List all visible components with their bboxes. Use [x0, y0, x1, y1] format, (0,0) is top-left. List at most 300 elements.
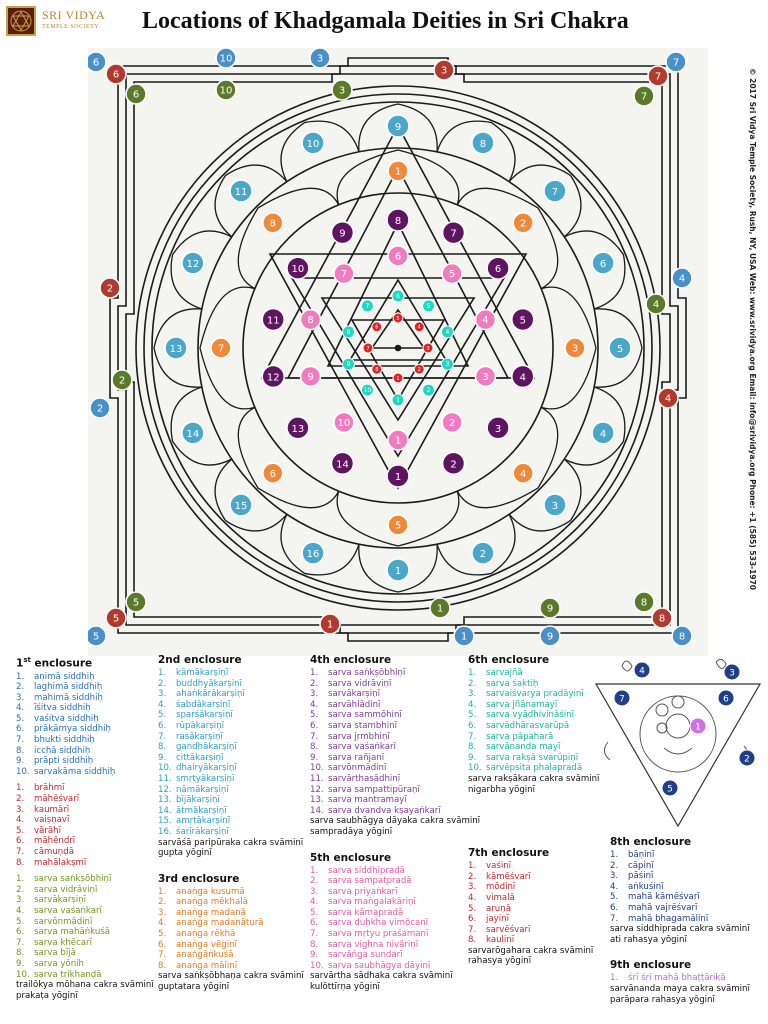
enclosure-1-cakra: trailōkya mōhana cakra svāminī — [16, 980, 154, 991]
inner-8-triangle-badge-label: 1 — [396, 375, 400, 382]
enclosure-1-red-list — [16, 783, 156, 868]
enclosure-1-siddhi-item: 5. vaśitva siddhiḥ — [16, 713, 99, 724]
inner-10-triangle-badge — [392, 394, 404, 406]
bhupura-red-badge — [658, 388, 678, 408]
sixteen-petal-badge-label: 6 — [599, 259, 607, 271]
sixteen-petal-badge — [387, 115, 409, 137]
sixteen-petal-badge — [182, 252, 204, 274]
enclosure-2-item: 6. rūpākarṣiṇī — [158, 720, 225, 731]
outer-10-triangle-badge-label: 10 — [337, 418, 351, 430]
inner-10-triangle-badge-label: 7 — [365, 303, 370, 311]
sixteen-petal-badge-label: 11 — [234, 186, 248, 198]
enclosure-2-item: 11. smṛtyākarṣiṇī — [158, 773, 235, 784]
sixteen-petal-badge-label: 4 — [599, 428, 607, 440]
bhupura-green-badge-label: 6 — [132, 89, 140, 101]
outer-14-triangle-badge — [387, 209, 409, 231]
outer-10-triangle-badge — [301, 366, 321, 386]
bindu-dot — [396, 346, 401, 351]
enclosure-1-mudra-item: 3. sarvākarṣiṇī — [16, 895, 86, 906]
inner-10-triangle-badge — [441, 358, 453, 370]
enclosure-1-mudra-item: 10. sarva trikhaṇḍā — [16, 969, 102, 980]
bhupura-blue-badge — [672, 268, 692, 288]
outer-14-triangle-badge — [331, 452, 353, 474]
enclosure-1-matrika-item: 2. māhēśvarī — [16, 794, 80, 805]
devi-triangle-badge — [634, 662, 650, 678]
enclosure-2-3-column — [158, 654, 308, 993]
enclosure-3-item: 2. anaṅga mēkhalā — [158, 897, 248, 908]
enclosure-1-matrika-item: 1. brāhmī — [16, 783, 65, 794]
enclosure-2-item: 3. ahaṅkārākarṣiṇī — [158, 689, 245, 700]
sri-yantra-emblem-icon — [8, 8, 34, 34]
enclosure-2-item: 16. śarīrākarṣiṇī — [158, 826, 229, 837]
outer-14-triangle-badge — [262, 309, 284, 331]
outer-14-triangle-badge — [512, 309, 534, 331]
sixteen-petal-badge-label: 2 — [479, 549, 487, 561]
enclosure-1-siddhi-item: 9. prāpti siddhiḥ — [16, 756, 94, 767]
header — [0, 0, 768, 46]
inner-10-triangle-badge — [343, 358, 355, 370]
bhupura-green-badge-label: 5 — [132, 597, 140, 609]
enclosure-4-item: 11. sarvārthasādhinī — [310, 773, 401, 784]
enclosure-6-item: 3. sarvaiśvarya pradāyinī — [468, 689, 584, 700]
enclosure-3-item: 4. anaṅga madanāturā — [158, 918, 264, 929]
outer-14-triangle-badge-label: 8 — [394, 215, 402, 227]
bhupura-green-badge — [540, 598, 560, 618]
inner-8-triangle-badge-label: 4 — [417, 324, 421, 331]
sixteen-petal-badge — [230, 180, 252, 202]
enclosure-5-item: 2. sarva sampatpradā — [310, 876, 412, 887]
bhupura-blue-badge-label: 1 — [460, 631, 468, 643]
bhupura-blue-badge-label: 7 — [672, 57, 680, 69]
sixteen-petal-badge — [165, 337, 187, 359]
enclosure-7-item: 8. kaulinī — [468, 935, 515, 946]
devi-triangle-badge — [718, 690, 734, 706]
eight-petal-badge — [513, 213, 533, 233]
inner-10-triangle-badge-label: 1 — [396, 397, 400, 405]
enclosure-1-siddhi-item: 4. īśitva siddhiḥ — [16, 703, 91, 714]
enclosure-6-7-column — [468, 654, 608, 967]
enclosure-1-mudra-item: 1. sarva saṅkṣōbhiṇī — [16, 874, 112, 885]
enclosure-8-item: 3. pāśinī — [610, 871, 654, 882]
eight-petal-badge-label: 7 — [217, 343, 225, 355]
bhupura-red-badge — [648, 66, 668, 86]
enclosure-5-item: 1. sarva siddhipradā — [310, 865, 405, 876]
eight-petal-badge — [513, 463, 533, 483]
inner-10-triangle-badge-label: 10 — [363, 387, 372, 395]
sixteen-petal-badge-label: 8 — [479, 138, 487, 150]
enclosure-5-item: 4. sarva maṅgalakāriṇī — [310, 897, 416, 908]
outer-10-triangle-badge — [475, 310, 495, 330]
bhupura-red-badge-label: 6 — [112, 69, 120, 81]
enclosure-2-item: 10. dhairyākarṣiṇī — [158, 763, 237, 774]
bhupura-blue-badge-label: 3 — [316, 53, 324, 65]
enclosure-9-heading: 9th enclosure — [610, 959, 692, 972]
bhupura-blue-badge — [90, 398, 110, 418]
enclosure-3-list — [158, 887, 308, 972]
inner-10-triangle-badge-label: 3 — [445, 361, 450, 369]
enclosure-1-green-list — [16, 874, 156, 980]
outer-14-triangle-badge-label: 11 — [266, 315, 280, 327]
eight-petal-badge — [211, 338, 231, 358]
eight-petal-badge — [263, 213, 283, 233]
enclosure-4-cakra: sarva saubhāgya dāyaka cakra svāminī — [310, 816, 481, 827]
outer-14-triangle-badge-label: 6 — [494, 264, 502, 276]
outer-14-triangle-badge-label: 14 — [336, 459, 349, 471]
enclosure-6-item: 8. sarvānanda mayī — [468, 742, 561, 753]
enclosure-1-matrika-item: 4. vaiṣṇavī — [16, 815, 70, 826]
enclosure-8-item: 4. aṅkuśinī — [610, 881, 664, 892]
outer-10-triangle-badge-label: 2 — [448, 418, 456, 430]
enclosure-7-list — [468, 861, 608, 946]
bhupura-green-badge — [126, 592, 146, 612]
sixteen-petal-badge — [182, 422, 204, 444]
outer-14-triangle-badge-label: 12 — [266, 372, 280, 384]
eight-petal-badge-label: 8 — [269, 218, 277, 230]
inner-10-triangle-badge — [361, 384, 373, 396]
enclosure-7-item: 2. kāmēśvarī — [468, 871, 531, 882]
bhupura-blue-badge — [666, 52, 686, 72]
enclosure-1-siddhi-item: 7. bhukti siddhiḥ — [16, 735, 95, 746]
enclosure-3-item: 5. anaṅga rēkhā — [158, 929, 236, 940]
enclosure-9-yogini: parāpara rahasya yōginī — [610, 994, 715, 1005]
outer-10-triangle-badge — [334, 264, 354, 284]
inner-8-triangle-badge-label: 5 — [396, 315, 400, 322]
bhupura-green-badge — [430, 598, 450, 618]
enclosure-1-column — [16, 654, 156, 1001]
inner-10-triangle-badge — [423, 300, 435, 312]
enclosure-8-9-column — [610, 836, 766, 1005]
outer-10-triangle-badge-label: 5 — [448, 269, 456, 281]
inner-8-triangle-badge-label: 7 — [366, 345, 370, 352]
sixteen-petal-badge — [472, 542, 494, 564]
enclosure-6-item: 7. sarva pāpaharā — [468, 731, 554, 742]
bhupura-green-badge — [634, 592, 654, 612]
sixteen-petal-badge — [609, 337, 631, 359]
inner-8-triangle-badge — [423, 343, 433, 353]
enclosure-2-item: 1. kāmākarṣiṇī — [158, 668, 229, 678]
outer-14-triangle-badge-label: 5 — [519, 315, 526, 327]
outer-10-triangle-badge-label: 8 — [307, 315, 314, 327]
bhupura-green-badge-label: 9 — [546, 603, 554, 615]
bhupura-red-badge-label: 8 — [658, 613, 666, 625]
outer-14-triangle-badge-label: 13 — [291, 423, 305, 435]
bhupura-red-badge — [320, 614, 340, 634]
enclosure-8-cakra: sarva siddhiprada cakra svāminī — [610, 924, 750, 935]
enclosure-8-item: 1. bāṇinī — [610, 850, 655, 860]
enclosure-6-item: 9. sarva rakṣā svarūpiṇī — [468, 752, 579, 763]
eight-petal-badge-label: 6 — [269, 468, 277, 480]
devi-triangle-badge-label: 1 — [695, 722, 701, 733]
outer-10-triangle-badge — [301, 310, 321, 330]
sixteen-petal-badge-label: 7 — [551, 186, 559, 198]
bhupura-green-badge — [634, 86, 654, 106]
bhupura-blue-badge-label: 10 — [219, 53, 233, 65]
sixteen-petal-badge — [230, 494, 252, 516]
enclosure-4-item: 8. sarva vaśaṅkarī — [310, 742, 396, 753]
inner-10-triangle-badge — [361, 300, 373, 312]
inner-10-triangle-badge-label: 4 — [445, 329, 450, 337]
enclosure-4-item: 12. sarva sampattipūraṇī — [310, 784, 420, 795]
enclosure-4-item: 14. sarva dvandva kṣayaṅkarī — [310, 805, 441, 816]
inner-8-triangle-badge — [414, 322, 424, 332]
enclosure-4-item: 6. sarva stambhinī — [310, 720, 397, 731]
outer-14-triangle-badge — [443, 452, 465, 474]
enclosure-5-item: 6. sarva duḥkha vimōcanī — [310, 918, 429, 929]
enclosure-1-mudra-item: 7. sarva khēcarī — [16, 937, 92, 948]
sri-chakra-drawing — [88, 48, 708, 656]
eight-petal-badge — [565, 338, 585, 358]
enclosure-5-item: 5. sarva kāmapradā — [310, 907, 404, 918]
enclosure-7-item: 3. mōdinī — [468, 882, 516, 893]
bhupura-green-badge-label: 7 — [640, 91, 648, 103]
bhupura-blue-badge — [672, 626, 692, 646]
inner-8-triangle-badge-label: 6 — [375, 324, 379, 331]
bhupura-red-badge — [100, 278, 120, 298]
inner-10-triangle-badge-label: 5 — [426, 303, 431, 311]
bhupura-blue-badge-label: 9 — [546, 631, 554, 643]
bhupura-red-badge — [434, 60, 454, 80]
enclosure-2-item: 2. buddhyākarṣiṇī — [158, 678, 242, 689]
sixteen-petal-badge-label: 14 — [186, 428, 200, 440]
devi-triangle-icon — [592, 656, 764, 832]
outer-14-triangle-badge-label: 7 — [450, 228, 457, 240]
enclosure-6-item: 6. sarvādhārasvarūpā — [468, 720, 570, 731]
inner-8-triangle-badge — [363, 343, 373, 353]
enclosure-2-item: 5. sparśākarṣiṇī — [158, 710, 233, 721]
outer-14-triangle-badge — [487, 417, 509, 439]
sixteen-petal-badge-label: 3 — [551, 500, 559, 512]
inner-10-triangle-badge — [392, 290, 404, 302]
devi-triangle-badge-label: 5 — [667, 784, 673, 795]
bhupura-blue-badge — [216, 48, 236, 68]
enclosure-1-siddhi-item: 6. prākāmya siddhiḥ — [16, 724, 112, 735]
inner-10-triangle-badge-label: 6 — [396, 293, 400, 301]
enclosure-6-cakra: sarva rakṣākara cakra svāminī — [468, 773, 600, 784]
enclosure-1-matrika-item: 7. cāmuṇḍā — [16, 847, 74, 857]
eight-petal-badge-label: 2 — [519, 218, 527, 230]
inner-10-triangle-badge-label: 2 — [426, 387, 431, 395]
enclosure-7-item: 7. sarvēśvarī — [468, 924, 531, 935]
inner-10-triangle-badge-label: 8 — [346, 329, 351, 337]
devi-triangle-badge-label: 7 — [619, 694, 625, 705]
outer-10-triangle-badge-label: 6 — [394, 251, 402, 263]
copyright-text: © 2017 Sri Vidya Temple Society, Rush, NY, USA Web: www.srividya.org Email: info@srividya.org Phone: +1 (585) 533-1970 — [748, 68, 757, 591]
bhupura-green-badge — [112, 370, 132, 390]
enclosure-3-item: 6. anaṅga vēginī — [158, 939, 237, 950]
enclosure-8-item: 7. mahā bhagamālinī — [610, 913, 709, 924]
bhupura-red-badge-label: 1 — [326, 619, 334, 631]
bhupura-blue-badge — [454, 626, 474, 646]
outer-14-triangle-badge — [331, 222, 353, 244]
bhupura-red-badge-label: 2 — [106, 283, 114, 295]
inner-10-triangle-badge-label: 9 — [346, 361, 351, 369]
enclosure-6-item: 2. sarva śaktiḥ — [468, 678, 539, 689]
enclosure-1-mudra-item: 6. sarva mahāṅkuśā — [16, 927, 111, 938]
enclosure-2-cakra: sarvāśā paripūraka cakra svāminī — [158, 837, 304, 848]
enclosure-1-mudra-item: 5. sarvōnmādinī — [16, 916, 93, 927]
enclosure-4-item: 13. sarva mantramayī — [310, 795, 407, 806]
enclosure-3-heading: 3rd enclosure — [158, 872, 240, 885]
enclosure-3-item: 1. anaṅga kusumā — [158, 886, 245, 897]
logo-subtitle: TEMPLE SOCIETY — [42, 24, 100, 30]
bhupura-blue-badge — [88, 52, 106, 72]
outer-10-triangle-badge — [475, 366, 495, 386]
sixteen-petal-badge — [592, 422, 614, 444]
bhupura-blue-badge-label: 2 — [96, 403, 104, 415]
enclosure-8-item: 5. mahā kāmēśvarī — [610, 892, 700, 903]
enclosure-9-cakra: sarvānanda maya cakra svāminī — [610, 983, 750, 994]
enclosure-5-item: 10. sarva saubhāgya dāyinī — [310, 960, 431, 971]
sri-vidya-logo-icon — [6, 6, 36, 36]
outer-14-triangle-badge — [262, 365, 284, 387]
outer-14-triangle-badge-label: 9 — [339, 228, 346, 240]
bhupura-red-badge — [106, 64, 126, 84]
sixteen-petal-badge — [544, 180, 566, 202]
outer-10-triangle-badge-label: 7 — [340, 269, 348, 281]
enclosure-7-item: 1. vaśinī — [468, 861, 512, 872]
enclosure-4-5-column — [310, 654, 481, 993]
enclosure-1-siddhi-item: 1. aṇimā siddhiḥ — [16, 671, 95, 682]
enclosure-3-yogini: guptatara yōginī — [158, 982, 230, 993]
enclosure-5-heading: 5th enclosure — [310, 851, 392, 864]
eight-petal-badge-label: 4 — [519, 468, 527, 480]
enclosure-2-heading: 2nd enclosure — [158, 654, 242, 666]
enclosure-7-yogini: rahasya yōginī — [468, 956, 532, 967]
enclosure-2-item: 4. śabdākarṣiṇī — [158, 699, 231, 710]
devi-triangle-drawing — [592, 656, 764, 832]
enclosure-7-item: 6. jayinī — [468, 914, 509, 925]
bhupura-green-badge — [646, 294, 666, 314]
devi-triangle-badge-label: 6 — [723, 694, 729, 705]
enclosure-8-list — [610, 850, 766, 924]
devi-triangle-badge-label: 3 — [729, 668, 735, 679]
outer-14-triangle-badge — [287, 257, 309, 279]
enclosure-9-item: 1. śrī śrī mahā bhaṭṭārikā — [610, 973, 726, 984]
enclosure-4-yogini: sampradāya yōginī — [310, 826, 393, 837]
enclosure-1-heading: 1st enclosure — [16, 656, 93, 670]
inner-8-triangle-badge — [393, 373, 403, 383]
page-title: Locations of Khadgamala Deities in Sri Chakra — [142, 8, 629, 34]
devi-triangle-badge — [614, 690, 630, 706]
outer-14-triangle-badge — [487, 257, 509, 279]
enclosure-5-yogini: kulōttīrṇa yōginī — [310, 982, 380, 993]
enclosure-3-item: 8. anaṅga mālinī — [158, 960, 238, 971]
enclosure-2-item: 7. rasākarṣiṇī — [158, 731, 223, 742]
enclosure-2-item: 15. amṛtākarṣiṇī — [158, 816, 231, 827]
sixteen-petal-badge-label: 5 — [616, 343, 624, 355]
bhupura-green-badge-label: 3 — [338, 85, 346, 97]
eight-petal-badge — [263, 463, 283, 483]
outer-14-triangle-badge — [443, 222, 465, 244]
bhupura-blue-badge — [310, 48, 330, 68]
eight-petal-badge — [388, 515, 408, 535]
enclosure-7-cakra: sarvarōgahara cakra svāminī — [468, 945, 594, 956]
inner-8-triangle-badge-label: 3 — [426, 345, 430, 352]
bhupura-blue-badge-label: 6 — [92, 57, 100, 69]
outer-10-triangle-badge — [334, 412, 354, 432]
devi-triangle-badge — [739, 750, 755, 766]
bhupura-blue-badge-label: 8 — [678, 631, 686, 643]
devi-triangle-badge-label: 2 — [744, 754, 750, 765]
enclosure-4-list — [310, 668, 466, 816]
bhupura-blue-badge-label: 5 — [92, 631, 100, 643]
inner-8-triangle-badge — [372, 322, 382, 332]
inner-8-triangle-badge — [372, 364, 382, 374]
eight-petal-badge — [388, 161, 408, 181]
outer-10-triangle-badge — [442, 264, 462, 284]
enclosure-6-list — [468, 668, 608, 774]
enclosure-1-matrika-item: 8. mahālakṣmī — [16, 857, 87, 868]
outer-10-triangle-badge-label: 1 — [394, 435, 402, 447]
enclosure-1-mudra-item: 4. sarva vaśaṅkarī — [16, 905, 102, 916]
enclosure-9-list — [610, 973, 766, 984]
enclosure-1-siddhi-item: 2. laghimā siddhiḥ — [16, 682, 103, 693]
eight-petal-badge-label: 5 — [394, 520, 402, 532]
bhupura-green-badge-label: 1 — [436, 603, 444, 615]
eight-petal-badge-label: 1 — [394, 166, 402, 178]
enclosure-6-heading: 6th enclosure — [468, 654, 550, 666]
enclosure-6-item: 1. sarvajñā — [468, 668, 523, 678]
enclosure-5-list — [310, 866, 466, 972]
enclosure-6-yogini: nigarbha yōginī — [468, 784, 536, 795]
outer-10-triangle-badge — [388, 430, 408, 450]
enclosure-1-blue-list — [16, 672, 156, 778]
enclosure-5-item: 8. sarva vighna nivāriṇī — [310, 939, 419, 950]
enclosure-4-item: 3. sarvākarṣiṇī — [310, 689, 380, 700]
outer-14-triangle-badge-label: 4 — [519, 372, 526, 384]
enclosure-5-item: 3. sarva priyaṅkarī — [310, 886, 398, 897]
enclosure-2-item: 13. bījākarṣiṇī — [158, 795, 220, 806]
outer-10-triangle-badge-label: 9 — [307, 372, 314, 384]
sixteen-petal-badge — [472, 132, 494, 154]
bhupura-green-badge — [332, 80, 352, 100]
bhupura-blue-badge-label: 4 — [678, 273, 686, 285]
sixteen-petal-badge — [302, 132, 324, 154]
inner-10-triangle-badge — [343, 326, 355, 338]
sixteen-petal-badge — [302, 542, 324, 564]
enclosure-2-item: 9. cittākarṣiṇī — [158, 752, 224, 763]
sixteen-petal-badge-label: 1 — [394, 565, 402, 577]
bhupura-red-badge-label: 3 — [440, 65, 448, 77]
outer-10-triangle-badge-label: 4 — [482, 315, 489, 327]
enclosure-6-item: 5. sarva vyādhivināśinī — [468, 710, 574, 721]
enclosure-1-matrika-item: 6. māhēndrī — [16, 836, 76, 847]
enclosure-1-mudra-item: 2. sarva vidrāviṇī — [16, 884, 98, 895]
devi-triangle-badge — [662, 780, 678, 796]
sixteen-petal-badge-label: 9 — [394, 121, 402, 133]
enclosure-1-mudra-item: 8. sarva bījā — [16, 948, 76, 959]
inner-8-triangle-badge-label: 2 — [417, 367, 421, 374]
enclosure-8-yogini: ati rahasya yōginī — [610, 934, 687, 945]
enclosure-1-matrika-item: 3. kaumārī — [16, 804, 70, 815]
inner-10-triangle-badge — [441, 326, 453, 338]
enclosure-2-list — [158, 668, 308, 838]
inner-8-triangle-badge — [393, 313, 403, 323]
enclosure-6-item: 10. sarvēpsita phalapradā — [468, 763, 583, 774]
enclosure-3-cakra: sarva saṅkṣōbhaṇa cakra svāminī — [158, 971, 304, 982]
enclosure-4-item: 2. sarva vidrāviṇī — [310, 678, 392, 689]
devi-triangle-badge-label: 4 — [639, 666, 645, 677]
enclosure-5-item: 7. sarva mṛtyu praśamanī — [310, 929, 429, 940]
bhupura-green-badge — [126, 84, 146, 104]
enclosure-3-item: 3. anaṅga madanā — [158, 907, 246, 918]
inner-8-triangle-badge-label: 8 — [375, 367, 379, 374]
bhupura-red-badge-label: 4 — [664, 393, 672, 405]
sixteen-petal-badge-label: 12 — [186, 259, 200, 271]
bhupura-green-badge — [216, 80, 236, 100]
bhupura-blue-badge — [540, 626, 560, 646]
enclosure-7-heading: 7th enclosure — [468, 847, 550, 860]
